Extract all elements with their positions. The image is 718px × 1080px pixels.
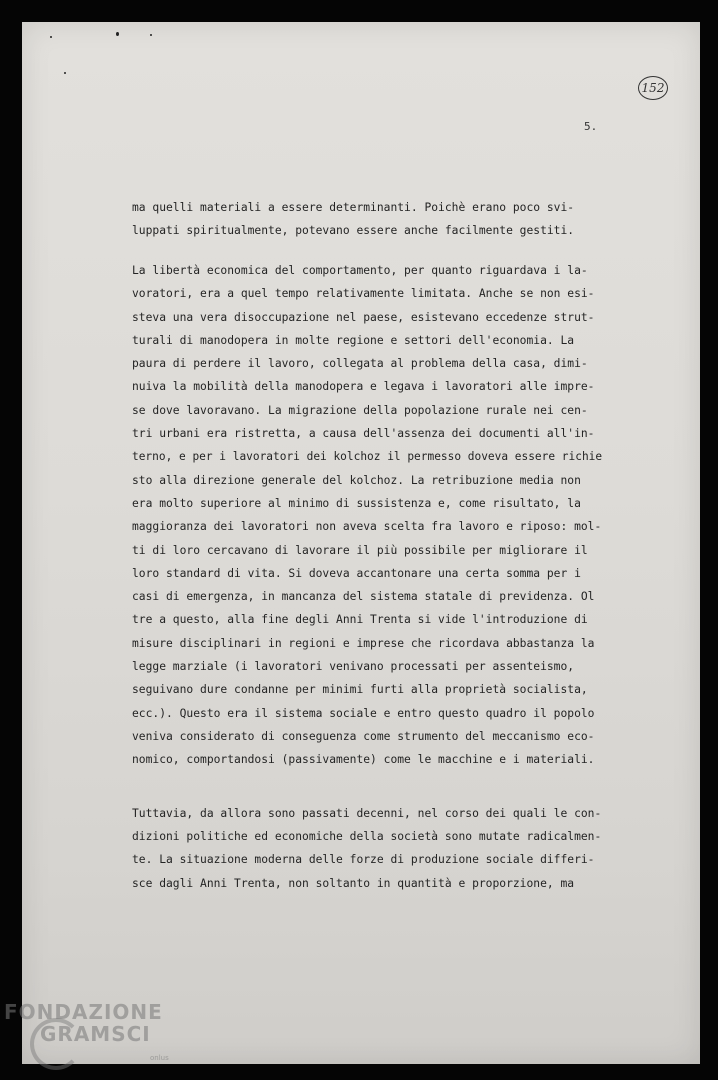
text-line: misure disciplinari in regioni e imprese che ricordava abbastanza la bbox=[132, 636, 595, 650]
text-line: ma quelli materiali a essere determinanti. Poichè erano poco svi- bbox=[132, 201, 575, 214]
paragraph-1 bbox=[132, 197, 602, 242]
text-line: veniva considerato di conseguenza come strumento del meccanismo eco- bbox=[132, 729, 595, 743]
text-line: sto alla direzione generale del kolchoz. La retribuzione media non bbox=[132, 473, 581, 487]
watermark-sub: onlus bbox=[150, 1054, 169, 1062]
speck-mark bbox=[116, 32, 119, 36]
text-line: sce dagli Anni Trenta, non soltanto in quantità e proporzione, ma bbox=[132, 876, 575, 890]
speck-mark bbox=[150, 34, 152, 36]
archive-stamp: 152 bbox=[638, 76, 668, 100]
text-line: ti di loro cercavano di lavorare il più possibile per migliorare il bbox=[132, 543, 588, 557]
text-line: seguivano dure condanne per minimi furti alla proprietà socialista, bbox=[132, 683, 588, 697]
text-line: luppati spiritualmente, potevano essere anche facilmente gestiti. bbox=[132, 223, 575, 237]
text-line: era molto superiore al minimo di sussistenza e, come risultato, la bbox=[132, 496, 581, 510]
text-line: loro standard di vita. Si doveva accantonare una certa somma per i bbox=[132, 566, 581, 580]
page-number: 5. bbox=[584, 120, 598, 133]
text-line: ecc.). Questo era il sistema sociale e entro questo quadro il popolo bbox=[132, 706, 595, 720]
speck-mark bbox=[64, 72, 66, 74]
text-line: tre a questo, alla fine degli Anni Trenta si vide l'introduzione di bbox=[132, 613, 588, 627]
text-line: se dove lavoravano. La migrazione della popolazione rurale nei cen- bbox=[132, 403, 588, 417]
text-line: turali di manodopera in molte regione e settori dell'economia. La bbox=[132, 333, 575, 347]
text-line: casi di emergenza, in mancanza del sistema statale di previdenza. Ol bbox=[132, 590, 595, 604]
watermark-line-1: FONDAZIONE bbox=[4, 1000, 163, 1024]
fondazione-gramsci-watermark bbox=[4, 1000, 204, 1080]
text-line: voratori, era a quel tempo relativamente limitata. Anche se non esi- bbox=[132, 287, 595, 301]
text-line: dizioni politiche ed economiche della società sono mutate radicalmen- bbox=[132, 830, 602, 844]
text-line: nuiva la mobilità della manodopera e legava i lavoratori alle impre- bbox=[132, 380, 595, 394]
paragraph-3 bbox=[132, 802, 602, 895]
text-line: tri urbani era ristretta, a causa dell'assenza dei documenti all'in- bbox=[132, 427, 595, 441]
text-line: La libertà economica del comportamento, per quanto riguardava i la- bbox=[132, 264, 588, 277]
paragraph-2 bbox=[132, 259, 602, 772]
document-page bbox=[22, 22, 700, 1064]
text-line: te. La situazione moderna delle forze di produzione sociale differi- bbox=[132, 853, 595, 867]
text-line: paura di perdere il lavoro, collegata al problema della casa, dimi- bbox=[132, 357, 588, 371]
text-line: legge marziale (i lavoratori venivano processati per assenteismo, bbox=[132, 660, 575, 674]
text-line: Tuttavia, da allora sono passati decenni, nel corso dei quali le con- bbox=[132, 807, 602, 820]
text-line: terno, e per i lavoratori dei kolchoz il permesso doveva essere richie bbox=[132, 450, 603, 464]
watermark-line-2: GRAMSCI bbox=[40, 1022, 151, 1046]
speck-mark bbox=[50, 36, 52, 38]
text-line: steva una vera disoccupazione nel paese, esistevano eccedenze strut- bbox=[132, 310, 595, 324]
text-line: nomico, comportandosi (passivamente) come le macchine e i materiali. bbox=[132, 753, 595, 767]
text-line: maggioranza dei lavoratori non aveva scelta fra lavoro e riposo: mol- bbox=[132, 520, 602, 534]
